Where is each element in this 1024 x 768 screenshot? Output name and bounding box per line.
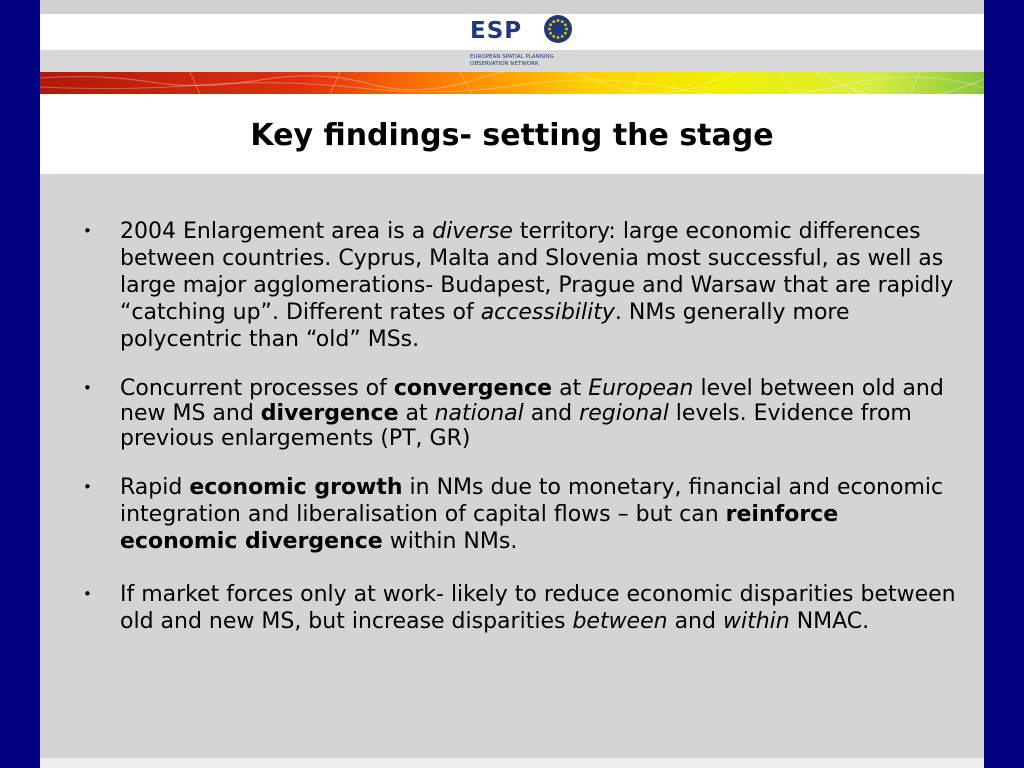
logo-subtitle-line1: EUROPEAN SPATIAL PLANNING xyxy=(470,54,554,60)
bullet-marker: • xyxy=(83,379,92,397)
eu-star xyxy=(561,20,564,23)
map-strip xyxy=(40,72,984,94)
eu-stars-svg xyxy=(544,15,572,43)
bullet-item-3: • Rapid economic growth in NMs due to monetary, financial and economic integration and liberalisation of capital flows – but can reinforce economic divergence within NMs. xyxy=(83,475,944,554)
eu-star xyxy=(557,36,560,39)
logo-subtitle-line2: OBSERVATION NETWORK xyxy=(470,60,539,67)
espon-logo xyxy=(470,12,590,72)
logo-subtitle xyxy=(470,54,590,67)
eu-star xyxy=(557,19,560,22)
bullet-item-4: • If market forces only at work- likely to reduce economic disparities between old and new MS, but increase disparities between and within NMAC. xyxy=(83,582,956,634)
eu-star xyxy=(548,28,551,31)
logo-text-left: ESP xyxy=(470,18,523,44)
eu-stars-icon xyxy=(544,15,572,43)
bottom-strip xyxy=(40,758,984,768)
eu-star xyxy=(564,23,567,26)
bullet-item-2: • Concurrent processes of convergence at European level between old and new MS and divergence at national and regional levels. Evidence from previous enlargements (PT, GR) xyxy=(83,376,944,451)
bullet-marker: • xyxy=(83,222,92,240)
eu-star xyxy=(564,32,567,35)
map-gradient xyxy=(40,72,984,94)
eu-star xyxy=(549,23,552,26)
slide-title: Key findings- setting the stage xyxy=(250,118,774,153)
eu-star xyxy=(549,32,552,35)
eu-star xyxy=(552,20,555,23)
bullet-marker: • xyxy=(83,585,92,603)
bullet-item-1: • 2004 Enlargement area is a diverse territory: large economic differences between countries. Cyprus, Malta and Slovenia most successful, as well as large major agglomerations- Budapest, Prague and Warsaw that are rapidly “catching up”. Different rates of accessibility. NMs generally more polycentric than “old” MSs. xyxy=(83,219,954,352)
bullet-list xyxy=(78,218,958,635)
bullet-marker: • xyxy=(83,478,92,496)
eu-star xyxy=(565,28,568,31)
eu-star xyxy=(552,35,555,38)
eu-star xyxy=(561,35,564,38)
slide xyxy=(40,0,984,768)
